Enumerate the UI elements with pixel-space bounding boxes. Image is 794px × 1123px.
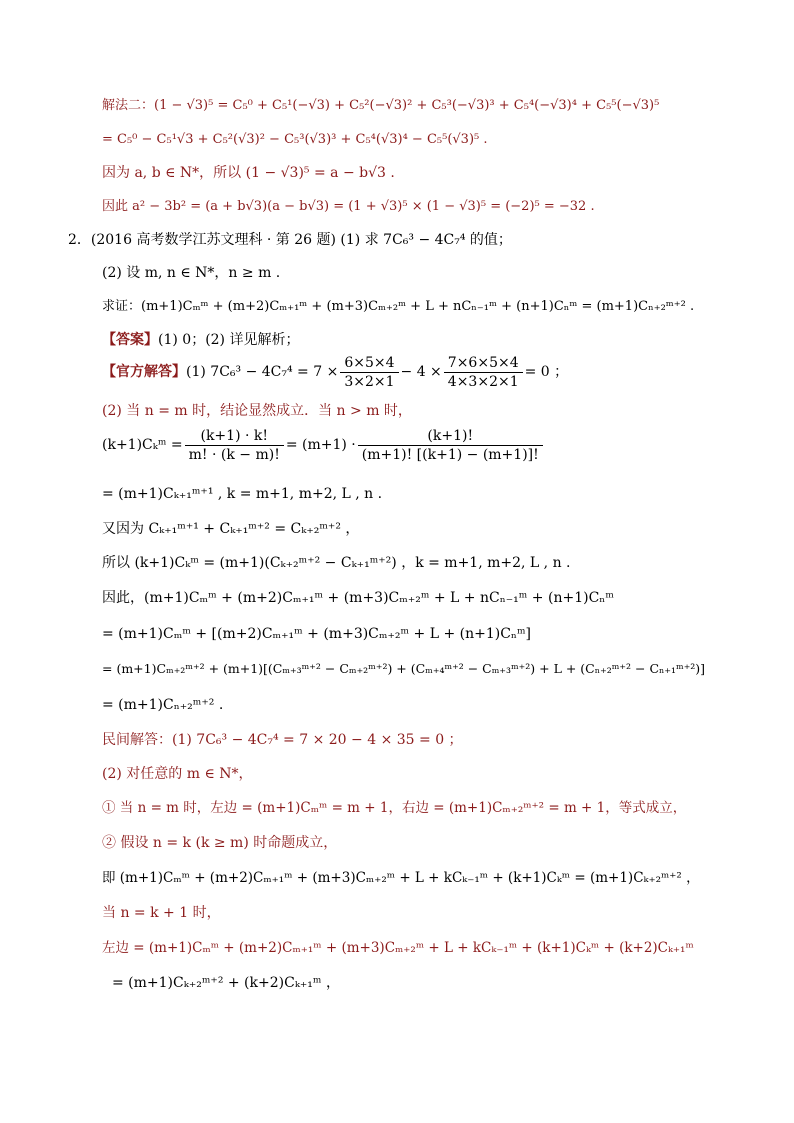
folk-solution-line: 民间解答：(1) 7C₆³ − 4C₇⁴ = 7 × 20 − 4 × 35 = 0 ； — [102, 732, 463, 748]
problem-2-title: 2．(2016 高考数学江苏文理科 · 第 26 题) (1) 求 7C₆³ − 4C₇⁴ 的值； — [68, 232, 512, 248]
identity-result-line: = (m+1)Cₖ₊₁ᵐ⁺¹ , k = m+1, m+2, L , n . — [102, 486, 383, 502]
therefore-line: 所以 (k+1)Cₖᵐ = (m+1)(Cₖ₊₂ᵐ⁺² − Cₖ₊₁ᵐ⁺²) ，k = m+1, m+2, L , n . — [102, 555, 571, 571]
problem-2-part-2: (2) 设 m, n ∈ N*，n ≥ m . — [102, 265, 281, 281]
because-line: 因为 a, b ∈ N*，所以 (1 − √3)⁵ = a − b√3 . — [102, 165, 395, 181]
telescoping-line: = (m+1)Cₘ₊₂ᵐ⁺² + (m+1)[(Cₘ₊₃ᵐ⁺² − Cₘ₊₂ᵐ⁺²) + (Cₘ₊₄ᵐ⁺² − Cₘ₊₃ᵐ⁺²) + L + (Cₙ₊₂ᵐ⁺² − Cₙ₊₁ᵐ⁺²)] — [102, 661, 706, 676]
lhs-expansion-text: 左边 = (m+1)Cₘᵐ + (m+2)Cₘ₊₁ᵐ + (m+3)Cₘ₊₂ᵐ + L + kCₖ₋₁ᵐ + (k+1)Cₖᵐ + (k+2)Cₖ₊₁ᵐ — [102, 940, 694, 956]
base-case-line: ① 当 n = m 时，左边 = (m+1)Cₘᵐ = m + 1，右边 = (m+1)Cₘ₊₂ᵐ⁺² = m + 1，等式成立， — [102, 800, 687, 816]
prove-statement: 求证：(m+1)Cₘᵐ + (m+2)Cₘ₊₁ᵐ + (m+3)Cₘ₊₂ᵐ + L + nCₙ₋₁ᵐ + (n+1)Cₙᵐ = (m+1)Cₙ₊₂ᵐ⁺² . — [102, 299, 695, 314]
official-solution-expr-b: − 4 × — [400, 364, 442, 380]
part-2-case-line: (2) 当 n = m 时，结论显然成立．当 n > m 时， — [102, 403, 412, 419]
fraction-c63-numerator: 6×5×4 — [340, 354, 398, 373]
identity-line — [102, 426, 545, 464]
fraction-c63 — [340, 354, 398, 391]
lhs-simplified-line: = (m+1)Cₖ₊₂ᵐ⁺² + (k+2)Cₖ₊₁ᵐ ， — [112, 975, 340, 991]
answer-tag: 【答案】 — [102, 332, 158, 348]
official-solution-line — [102, 353, 568, 391]
sum-regroup-line: = (m+1)Cₘᵐ + [(m+2)Cₘ₊₁ᵐ + (m+3)Cₘ₊₂ᵐ + L + (n+1)Cₙᵐ] — [102, 626, 532, 642]
fraction-c74 — [444, 354, 523, 391]
folk-part-2-line: (2) 对任意的 m ∈ N*， — [102, 766, 253, 782]
identity-fraction-2 — [358, 427, 543, 464]
identity-fraction-1-numerator: (k+1) · k! — [185, 427, 284, 446]
identity-fraction-2-denominator: (m+1)! [(k+1) − (m+1)]! — [361, 446, 539, 463]
induction-step-line: 当 n = k + 1 时， — [102, 905, 221, 921]
solution-method-two-line: 解法二：(1 − √3)⁵ = C₅⁰ + C₅¹(−√3) + C₅²(−√3)² + C₅³(−√3)³ + C₅⁴(−√3)⁴ + C₅⁵(−√3)⁵ — [102, 98, 660, 113]
identity-fraction-1-denominator: m! · (k − m)! — [188, 446, 280, 463]
induction-hypothesis-line: ② 假设 n = k (k ≥ m) 时命题成立， — [102, 835, 338, 851]
fraction-c74-denominator: 4×3×2×1 — [447, 373, 519, 390]
official-solution-expr-c: = 0 ； — [524, 364, 569, 380]
answer-text: (1) 0；(2) 详见解析； — [158, 332, 300, 348]
identity-fraction-1 — [185, 427, 284, 464]
final-result-line: = (m+1)Cₙ₊₂ᵐ⁺² . — [102, 697, 224, 713]
official-solution-expr-a: (1) 7C₆³ − 4C₇⁴ = 7 × — [186, 364, 339, 380]
answer-line — [102, 330, 299, 350]
hypothesis-statement-line: 即 (m+1)Cₘᵐ + (m+2)Cₘ₊₁ᵐ + (m+3)Cₘ₊₂ᵐ + L + kCₖ₋₁ᵐ + (k+1)Cₖᵐ = (m+1)Cₖ₊₂ᵐ⁺² ， — [102, 870, 700, 886]
official-solution-tag: 【官方解答】 — [102, 364, 186, 380]
identity-lhs: (k+1)Cₖᵐ = — [102, 437, 183, 453]
sum-line: 因此，(m+1)Cₘᵐ + (m+2)Cₘ₊₁ᵐ + (m+3)Cₘ₊₂ᵐ + L + nCₙ₋₁ᵐ + (n+1)Cₙᵐ — [102, 590, 614, 606]
fraction-c74-numerator: 7×6×5×4 — [444, 354, 523, 373]
also-because-line: 又因为 Cₖ₊₁ᵐ⁺¹ + Cₖ₊₁ᵐ⁺² = Cₖ₊₂ᵐ⁺² ， — [102, 521, 360, 537]
lhs-expansion-line — [102, 938, 694, 958]
identity-mid: = (m+1) · — [285, 437, 356, 453]
expansion-line: = C₅⁰ − C₅¹√3 + C₅²(√3)² − C₅³(√3)³ + C₅⁴(√3)⁴ − C₅⁵(√3)⁵ . — [102, 132, 488, 147]
fraction-c63-denominator: 3×2×1 — [344, 373, 395, 390]
conclusion-line: 因此 a² − 3b² = (a + b√3)(a − b√3) = (1 + √3)⁵ × (1 − √3)⁵ = (−2)⁵ = −32 . — [102, 199, 595, 214]
identity-fraction-2-numerator: (k+1)! — [358, 427, 543, 446]
